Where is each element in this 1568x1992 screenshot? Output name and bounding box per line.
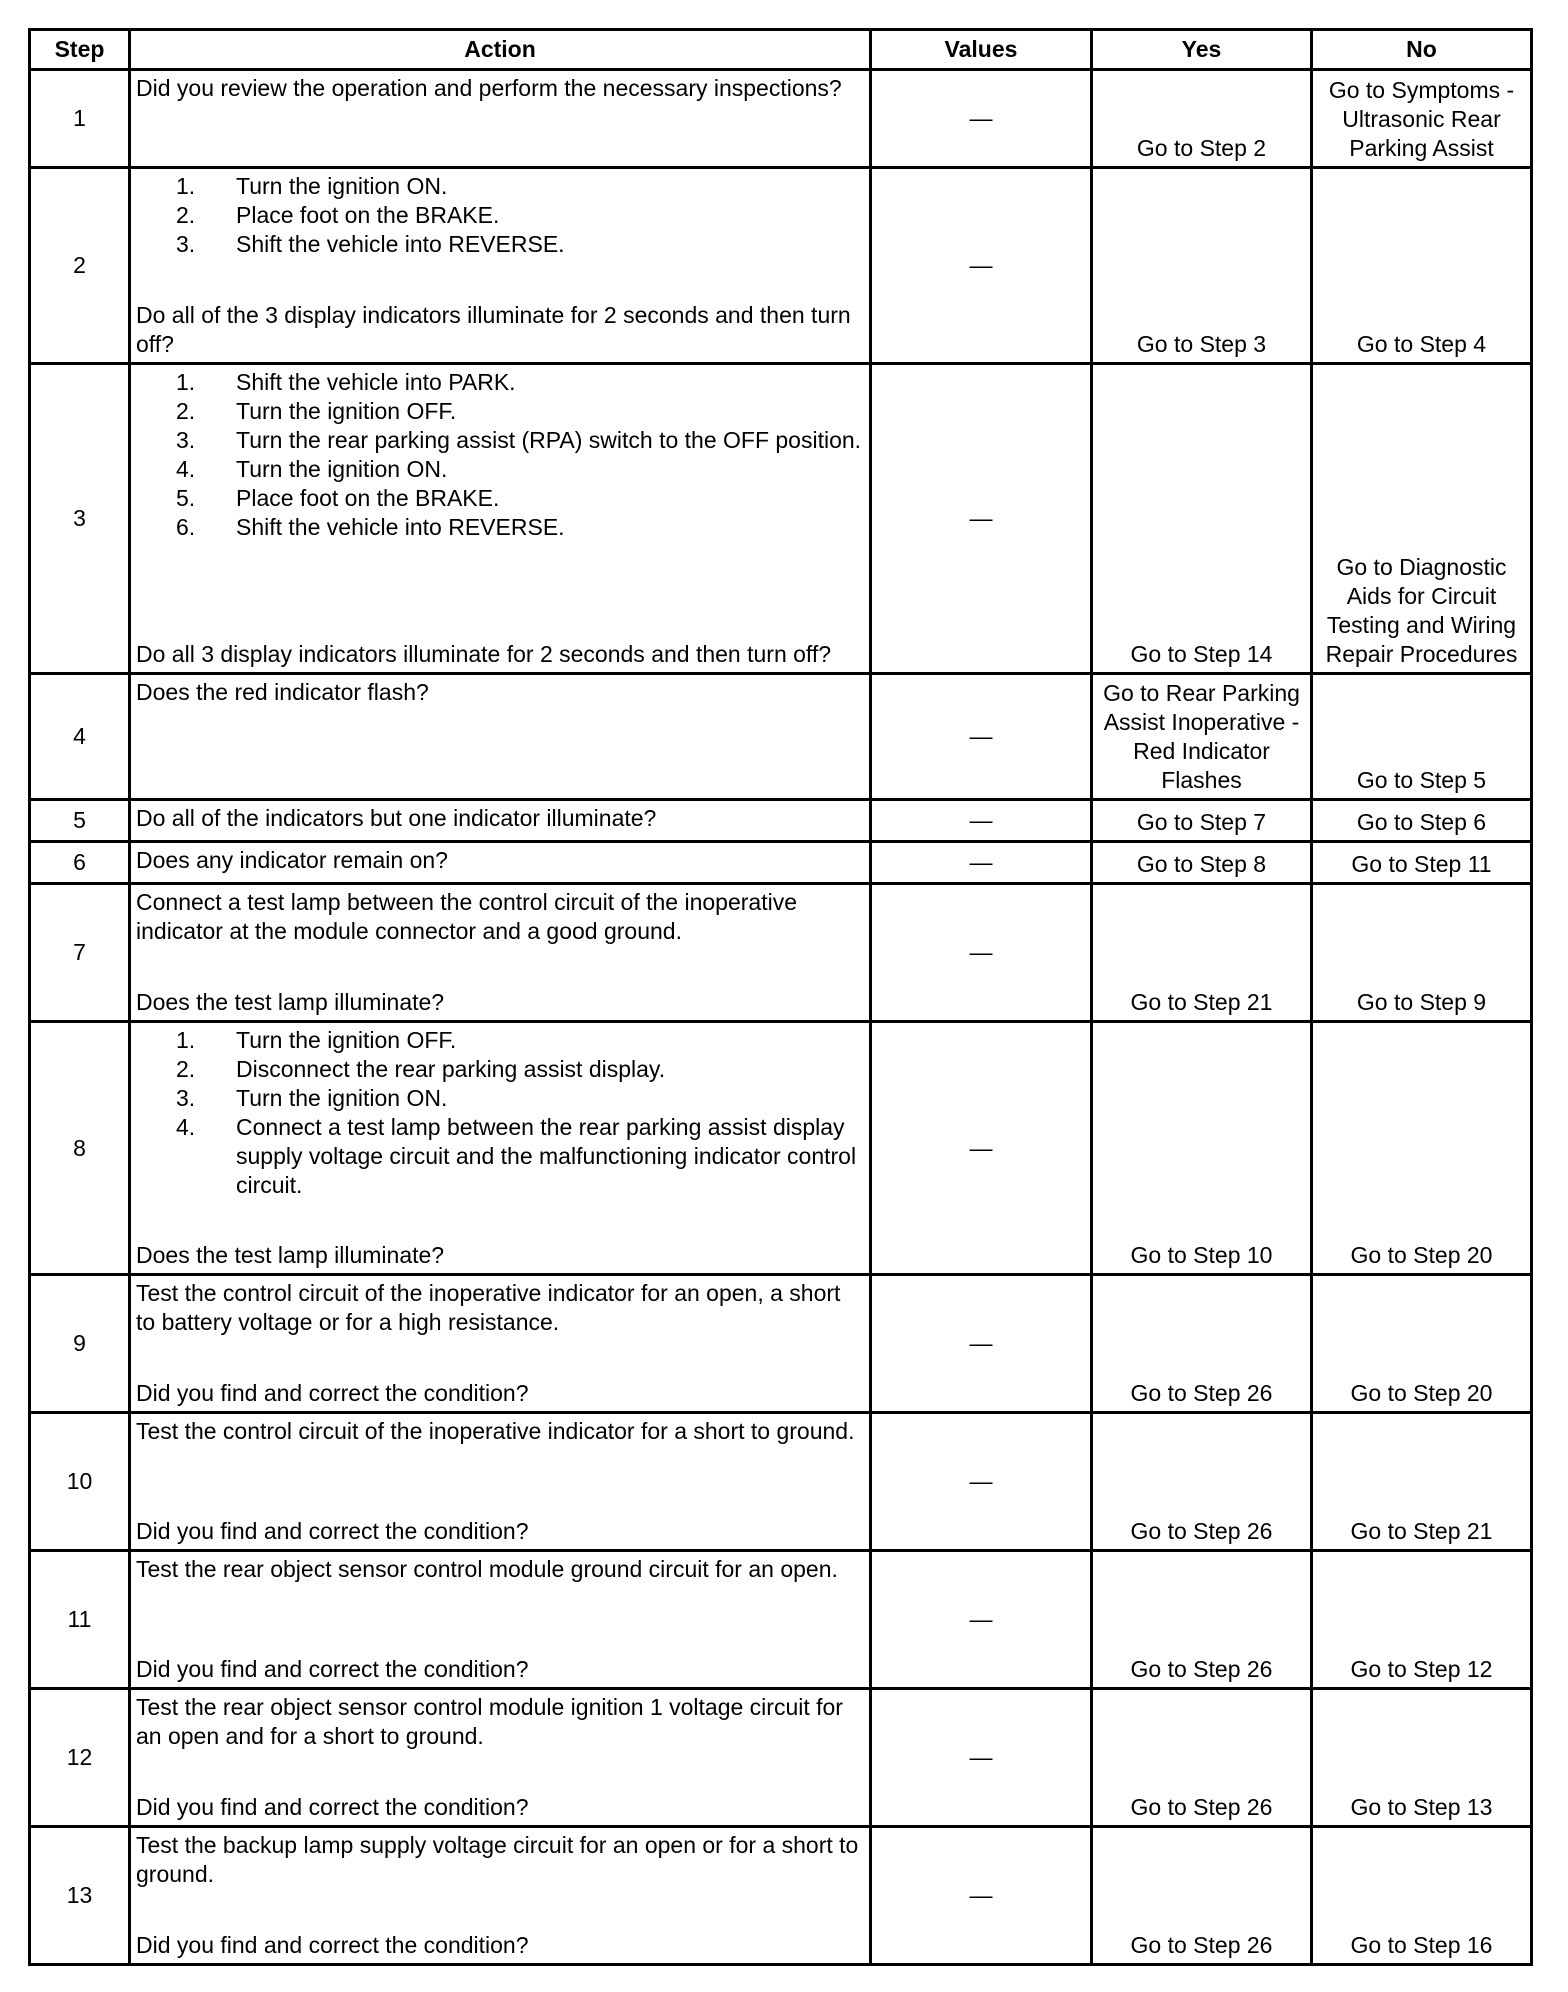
action-top	[136, 368, 864, 542]
yes-cell: Go to Step 21	[1092, 884, 1312, 1022]
action-question: Does the test lamp illuminate?	[136, 989, 445, 1016]
action-step-item	[176, 172, 864, 201]
action-content	[136, 1279, 864, 1408]
step-number: 6	[30, 842, 130, 884]
action-step-item	[176, 426, 864, 455]
action-step-text: Shift the vehicle into PARK.	[236, 369, 516, 396]
step-number: 8	[30, 1022, 130, 1274]
header-action: Action	[130, 30, 871, 70]
action-top	[136, 1555, 864, 1584]
yes-cell: Go to Rear Parking Assist Inoperative - Red Indicator Flashes	[1092, 674, 1312, 800]
action-content	[136, 888, 864, 1017]
action-step-text: Connect a test lamp between the rear parking assist display supply voltage circuit and the malfunctioning indicator control circuit.	[236, 1114, 857, 1199]
action-step-number: 1.	[176, 1027, 196, 1054]
no-cell: Go to Diagnostic Aids for Circuit Testing and Wiring Repair Procedures	[1312, 364, 1532, 674]
values-cell: —	[871, 1826, 1092, 1964]
action-question: Do all 3 display indicators illuminate for 2 seconds and then turn off?	[136, 641, 832, 668]
action-step-item	[176, 368, 864, 397]
yes-cell: Go to Step 8	[1092, 842, 1312, 884]
action-step-text: Place foot on the BRAKE.	[236, 485, 500, 512]
action-step-item	[176, 201, 864, 230]
no-cell: Go to Step 20	[1312, 1022, 1532, 1274]
yes-cell: Go to Step 26	[1092, 1826, 1312, 1964]
no-cell: Go to Step 6	[1312, 800, 1532, 842]
values-cell: —	[871, 842, 1092, 884]
action-top	[136, 678, 864, 707]
action-content	[136, 1693, 864, 1822]
step-number: 2	[30, 168, 130, 364]
action-step-number: 3.	[176, 1085, 196, 1112]
action-step-text: Turn the rear parking assist (RPA) switch to the OFF position.	[236, 427, 862, 454]
action-cell	[130, 1022, 871, 1274]
values-cell: —	[871, 168, 1092, 364]
action-cell	[130, 364, 871, 674]
step-number: 3	[30, 364, 130, 674]
step-number: 4	[30, 674, 130, 800]
action-step-number: 2.	[176, 1056, 196, 1083]
action-instruction: Test the control circuit of the inoperative indicator for a short to ground.	[136, 1417, 855, 1444]
table-row	[30, 884, 1532, 1022]
header-no: No	[1312, 30, 1532, 70]
action-content	[136, 1831, 864, 1960]
action-instruction: Test the rear object sensor control module ground circuit for an open.	[136, 1555, 838, 1582]
step-number: 7	[30, 884, 130, 1022]
action-steps-list	[136, 368, 864, 542]
values-cell: —	[871, 800, 1092, 842]
header-values: Values	[871, 30, 1092, 70]
action-step-text: Shift the vehicle into REVERSE.	[236, 514, 565, 541]
action-question: Does any indicator remain on?	[136, 847, 448, 874]
action-step-text: Turn the ignition ON.	[236, 456, 448, 483]
action-top	[136, 846, 864, 875]
step-number: 12	[30, 1688, 130, 1826]
action-step-item	[176, 484, 864, 513]
values-cell: —	[871, 1412, 1092, 1550]
table-row	[30, 1412, 1532, 1550]
action-question: Did you find and correct the condition?	[136, 1932, 529, 1958]
action-step-number: 6.	[176, 514, 196, 541]
no-cell: Go to Step 11	[1312, 842, 1532, 884]
no-cell: Go to Step 16	[1312, 1826, 1532, 1964]
values-cell: —	[871, 364, 1092, 674]
action-top	[136, 1831, 864, 1889]
action-top	[136, 804, 864, 833]
action-question: Do all of the indicators but one indicator illuminate?	[136, 805, 657, 832]
yes-cell: Go to Step 7	[1092, 800, 1312, 842]
action-step-item	[176, 513, 864, 542]
action-content	[136, 368, 864, 669]
values-cell: —	[871, 1688, 1092, 1826]
action-step-item	[176, 1055, 864, 1084]
header-step: Step	[30, 30, 130, 70]
action-question: Does the test lamp illuminate?	[136, 1241, 445, 1268]
values-cell: —	[871, 1550, 1092, 1688]
values-cell: —	[871, 674, 1092, 800]
diagnostic-table	[28, 28, 1533, 1966]
yes-cell: Go to Step 2	[1092, 70, 1312, 168]
yes-cell: Go to Step 26	[1092, 1688, 1312, 1826]
table-row	[30, 674, 1532, 800]
no-cell: Go to Step 12	[1312, 1550, 1532, 1688]
action-top	[136, 888, 864, 946]
table-row	[30, 1826, 1532, 1964]
action-step-number: 1.	[176, 173, 196, 200]
action-top	[136, 1279, 864, 1337]
step-number: 9	[30, 1274, 130, 1412]
action-step-number: 4.	[176, 456, 196, 483]
no-cell: Go to Step 9	[1312, 884, 1532, 1022]
table-row	[30, 1274, 1532, 1412]
action-content	[136, 1555, 864, 1684]
table-row	[30, 70, 1532, 168]
action-step-number: 5.	[176, 485, 196, 512]
action-question: Did you find and correct the condition?	[136, 1793, 529, 1820]
action-cell	[130, 1550, 871, 1688]
action-cell	[130, 842, 871, 884]
header-row	[30, 30, 1532, 70]
header-yes: Yes	[1092, 30, 1312, 70]
action-content	[136, 804, 864, 837]
action-step-number: 2.	[176, 398, 196, 425]
action-top	[136, 1693, 864, 1751]
values-cell: —	[871, 70, 1092, 168]
action-step-item	[176, 455, 864, 484]
table-row	[30, 800, 1532, 842]
table-row	[30, 364, 1532, 674]
no-cell: Go to Step 21	[1312, 1412, 1532, 1550]
table-row	[30, 842, 1532, 884]
table-row	[30, 1550, 1532, 1688]
action-instruction: Test the backup lamp supply voltage circuit for an open or for a short to ground.	[136, 1831, 859, 1887]
no-cell: Go to Step 5	[1312, 674, 1532, 800]
step-number: 10	[30, 1412, 130, 1550]
action-instruction: Test the rear object sensor control module ignition 1 voltage circuit for an open and for a short to ground.	[136, 1693, 843, 1749]
action-question: Did you find and correct the condition?	[136, 1517, 529, 1544]
action-step-item	[176, 230, 864, 259]
action-instruction: Test the control circuit of the inoperative indicator for an open, a short to battery voltage or for a high resistance.	[136, 1279, 841, 1335]
action-content	[136, 1026, 864, 1269]
action-step-text: Place foot on the BRAKE.	[236, 202, 500, 229]
action-step-text: Disconnect the rear parking assist display.	[236, 1056, 666, 1083]
yes-cell: Go to Step 26	[1092, 1274, 1312, 1412]
action-content	[136, 172, 864, 359]
action-step-text: Shift the vehicle into REVERSE.	[236, 231, 565, 258]
action-step-item	[176, 397, 864, 426]
no-cell: Go to Step 13	[1312, 1688, 1532, 1826]
action-step-item	[176, 1113, 864, 1200]
yes-cell: Go to Step 26	[1092, 1550, 1312, 1688]
action-cell	[130, 884, 871, 1022]
action-step-number: 3.	[176, 231, 196, 258]
action-step-number: 4.	[176, 1114, 196, 1141]
action-content	[136, 846, 864, 879]
action-steps-list	[136, 172, 864, 259]
action-question: Did you review the operation and perform the necessary inspections?	[136, 75, 842, 101]
action-steps-list	[136, 1026, 864, 1200]
action-top	[136, 1026, 864, 1200]
action-content	[136, 678, 864, 795]
action-cell	[130, 1274, 871, 1412]
action-question: Do all of the 3 display indicators illuminate for 2 seconds and then turn off?	[136, 302, 851, 358]
no-cell: Go to Symptoms - Ultrasonic Rear Parking Assist	[1312, 70, 1532, 168]
yes-cell: Go to Step 26	[1092, 1412, 1312, 1550]
action-step-number: 3.	[176, 427, 196, 454]
no-cell: Go to Step 20	[1312, 1274, 1532, 1412]
action-step-number: 2.	[176, 202, 196, 229]
values-cell: —	[871, 884, 1092, 1022]
yes-cell: Go to Step 10	[1092, 1022, 1312, 1274]
action-cell	[130, 70, 871, 168]
action-step-item	[176, 1026, 864, 1055]
action-question: Did you find and correct the condition?	[136, 1655, 529, 1682]
action-cell	[130, 1826, 871, 1964]
step-number: 13	[30, 1826, 130, 1964]
values-cell: —	[871, 1022, 1092, 1274]
action-top	[136, 172, 864, 259]
action-cell	[130, 674, 871, 800]
action-step-item	[176, 1084, 864, 1113]
table-row	[30, 168, 1532, 364]
action-question: Did you find and correct the condition?	[136, 1379, 529, 1406]
table-row	[30, 1022, 1532, 1274]
values-cell: —	[871, 1274, 1092, 1412]
no-cell: Go to Step 4	[1312, 168, 1532, 364]
action-question: Does the red indicator flash?	[136, 679, 429, 706]
action-cell	[130, 1688, 871, 1826]
action-cell	[130, 800, 871, 842]
action-cell	[130, 168, 871, 364]
yes-cell: Go to Step 3	[1092, 168, 1312, 364]
action-content	[136, 1417, 864, 1546]
action-content	[136, 74, 864, 163]
action-step-number: 1.	[176, 369, 196, 396]
step-number: 11	[30, 1550, 130, 1688]
table-row	[30, 1688, 1532, 1826]
step-number: 5	[30, 800, 130, 842]
yes-cell: Go to Step 14	[1092, 364, 1312, 674]
action-step-text: Turn the ignition ON.	[236, 1085, 448, 1112]
action-cell	[130, 1412, 871, 1550]
step-number: 1	[30, 70, 130, 168]
action-top	[136, 1417, 864, 1446]
action-step-text: Turn the ignition ON.	[236, 173, 448, 200]
action-step-text: Turn the ignition OFF.	[236, 398, 457, 425]
action-instruction: Connect a test lamp between the control circuit of the inoperative indicator at the module connector and a good ground.	[136, 889, 797, 945]
action-step-text: Turn the ignition OFF.	[236, 1027, 457, 1054]
action-top	[136, 74, 864, 103]
